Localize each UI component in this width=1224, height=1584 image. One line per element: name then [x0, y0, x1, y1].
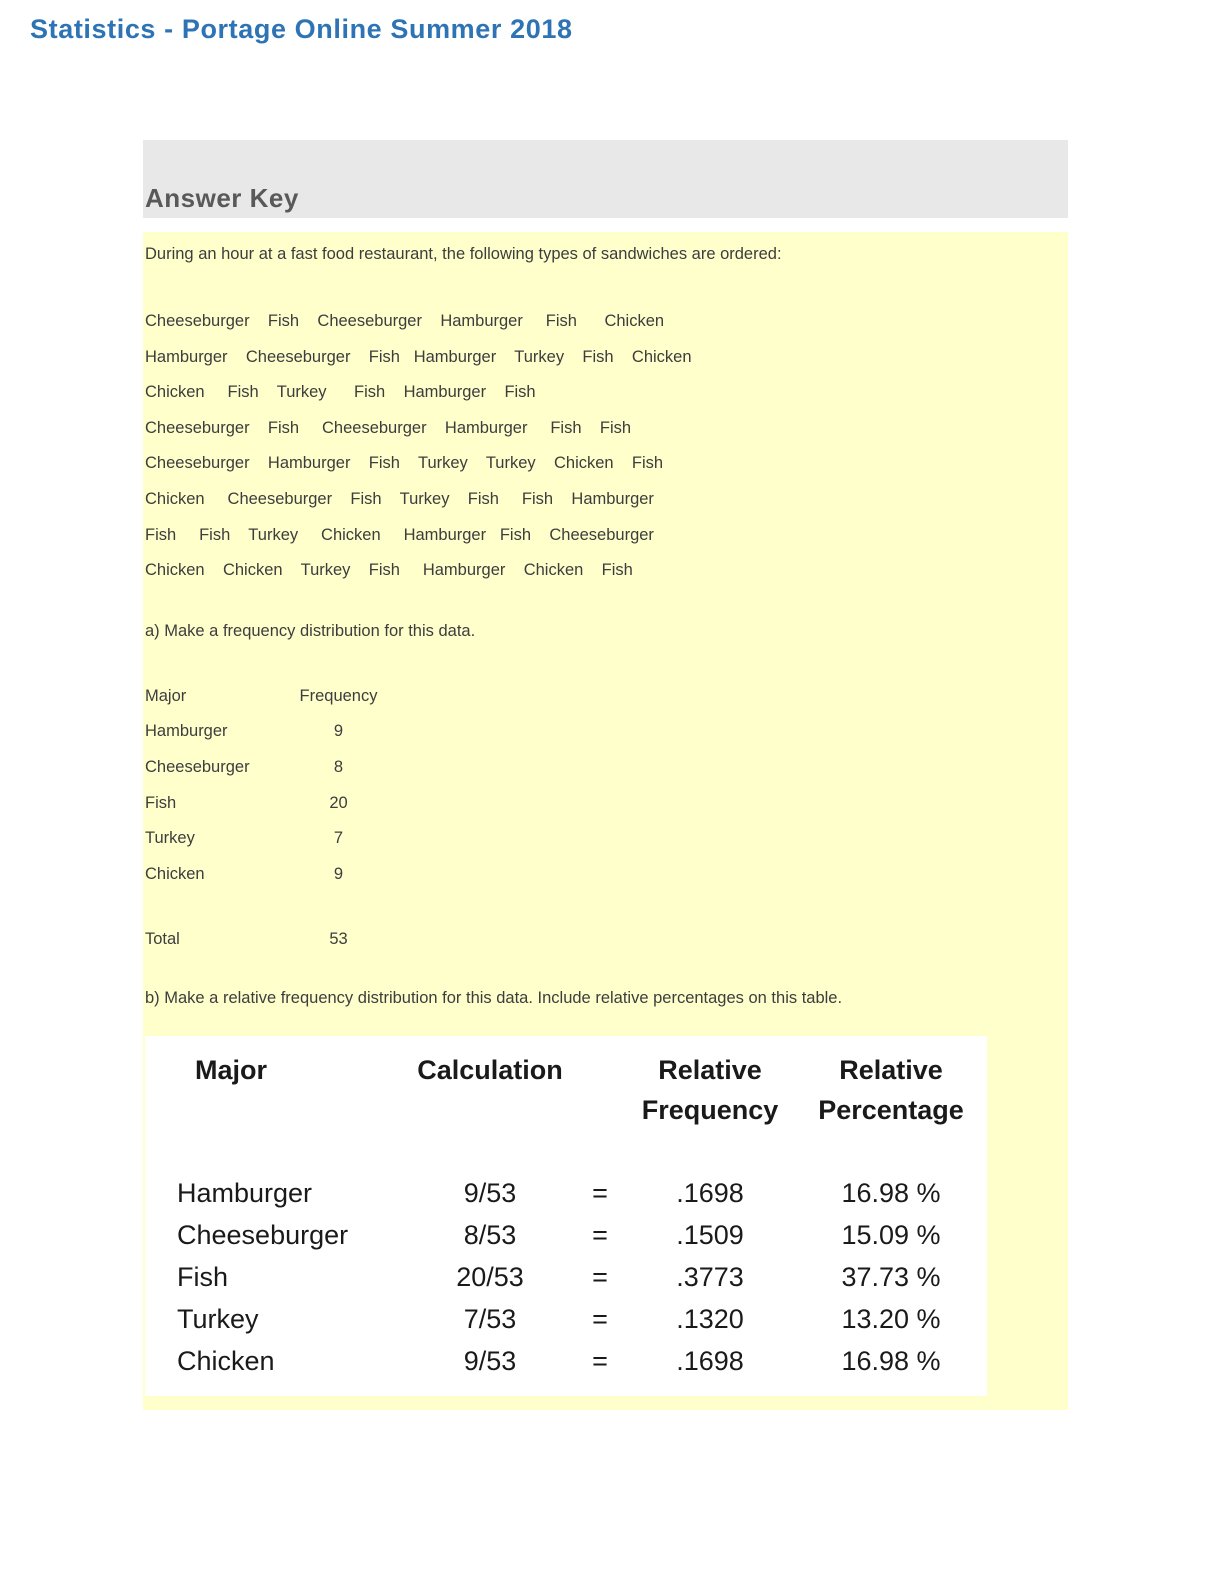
rel-header-major: Major — [195, 1054, 268, 1085]
rel-header-spacer — [580, 1050, 620, 1130]
rel-header-relative-percentage: Relative Percentage — [818, 1054, 964, 1125]
rel-row-equals: = — [592, 1303, 608, 1334]
freq-row-label: Chicken — [145, 864, 205, 883]
rel-row-major: Fish — [177, 1261, 229, 1292]
frequency-table-header-row — [145, 679, 1068, 715]
sandwich-data-line: Hamburger Cheeseburger Fish Hamburger Turkey Fish Chicken — [145, 347, 692, 366]
rel-row-equals: = — [592, 1177, 608, 1208]
rel-row-relative-percentage: 16.98 % — [841, 1345, 941, 1376]
freq-row-label: Turkey — [145, 829, 195, 848]
rel-row-relative-frequency: .1320 — [676, 1303, 744, 1334]
rel-row-major: Turkey — [177, 1303, 259, 1334]
table-row — [170, 1298, 987, 1340]
table-row — [170, 1172, 987, 1214]
rel-header-calculation: Calculation — [417, 1054, 563, 1085]
freq-row-value: 7 — [333, 829, 344, 848]
freq-row-value: 9 — [333, 722, 344, 741]
rel-row-equals: = — [592, 1219, 608, 1250]
freq-total-label: Total — [145, 930, 180, 949]
rel-row-major: Cheeseburger — [177, 1219, 349, 1250]
page-title: Statistics - Portage Online Summer 2018 — [30, 14, 573, 44]
freq-row-value: 20 — [329, 793, 348, 812]
sandwich-data-line: Chicken Fish Turkey Fish Hamburger Fish — [145, 383, 536, 402]
table-row — [145, 750, 1068, 786]
rel-header-relative-frequency: Relative Frequency — [641, 1054, 779, 1125]
problem-content-box — [143, 232, 1068, 1410]
freq-total-value: 53 — [329, 930, 348, 949]
rel-row-major: Hamburger — [177, 1177, 313, 1208]
sandwich-data-line: Cheeseburger Fish Cheeseburger Hamburger Fish Chicken — [145, 312, 665, 330]
rel-row-equals: = — [592, 1261, 608, 1292]
rel-row-major: Chicken — [177, 1345, 275, 1376]
freq-header-frequency: Frequency — [299, 686, 378, 705]
problem-intro: During an hour at a fast food restaurant, the following types of sandwiches are ordered: — [145, 245, 782, 263]
sandwich-data-line: Chicken Chicken Turkey Fish Hamburger Chicken Fish — [145, 561, 633, 580]
freq-row-label: Cheeseburger — [145, 757, 250, 776]
table-row — [145, 714, 1068, 750]
rel-row-relative-frequency: .1698 — [676, 1177, 744, 1208]
rel-row-equals: = — [592, 1345, 608, 1376]
sandwich-data-line: Fish Fish Turkey Chicken Hamburger Fish Cheeseburger — [145, 525, 654, 544]
rel-row-relative-percentage: 37.73 % — [841, 1261, 941, 1292]
frequency-table-total-row — [145, 922, 1068, 958]
table-row — [170, 1256, 987, 1298]
sandwich-data-line: Cheeseburger Hamburger Fish Turkey Turkey Chicken Fish — [145, 454, 664, 473]
rel-row-calculation: 20/53 — [456, 1261, 524, 1292]
sandwich-data-line: Chicken Cheeseburger Fish Turkey Fish Fish Hamburger — [145, 489, 654, 508]
part-a-label: a) Make a frequency distribution for this data. — [145, 621, 476, 640]
freq-row-value: 8 — [333, 757, 344, 776]
relative-frequency-table — [145, 1036, 987, 1396]
rel-row-relative-percentage: 16.98 % — [841, 1177, 941, 1208]
rel-row-relative-percentage: 13.20 % — [841, 1303, 941, 1334]
rel-row-calculation: 7/53 — [463, 1303, 517, 1334]
answer-key-box — [143, 140, 1068, 218]
freq-row-value: 9 — [333, 864, 344, 883]
rel-row-relative-percentage: 15.09 % — [841, 1219, 941, 1250]
table-row — [145, 857, 1068, 893]
freq-row-label: Hamburger — [145, 722, 228, 741]
rel-row-relative-frequency: .1698 — [676, 1345, 744, 1376]
sandwich-data-line: Cheeseburger Fish Cheeseburger Hamburger Fish Fish — [145, 418, 632, 437]
freq-header-major: Major — [145, 686, 187, 705]
rel-row-relative-frequency: .3773 — [676, 1261, 744, 1292]
part-b-label: b) Make a relative frequency distribution for this data. Include relative percentages on this table. — [145, 988, 843, 1007]
answer-key-heading: Answer Key — [145, 183, 299, 213]
table-row — [170, 1214, 987, 1256]
sandwich-data-lines — [145, 304, 1068, 589]
rel-row-relative-frequency: .1509 — [676, 1219, 744, 1250]
table-row — [170, 1340, 987, 1382]
rel-row-calculation: 9/53 — [463, 1345, 517, 1376]
table-row — [145, 786, 1068, 822]
table-row — [145, 821, 1068, 857]
frequency-table — [145, 679, 1068, 958]
rel-row-calculation: 8/53 — [463, 1219, 517, 1250]
freq-row-label: Fish — [145, 793, 177, 812]
rel-row-calculation: 9/53 — [463, 1177, 517, 1208]
relative-table-header-row — [170, 1050, 987, 1130]
